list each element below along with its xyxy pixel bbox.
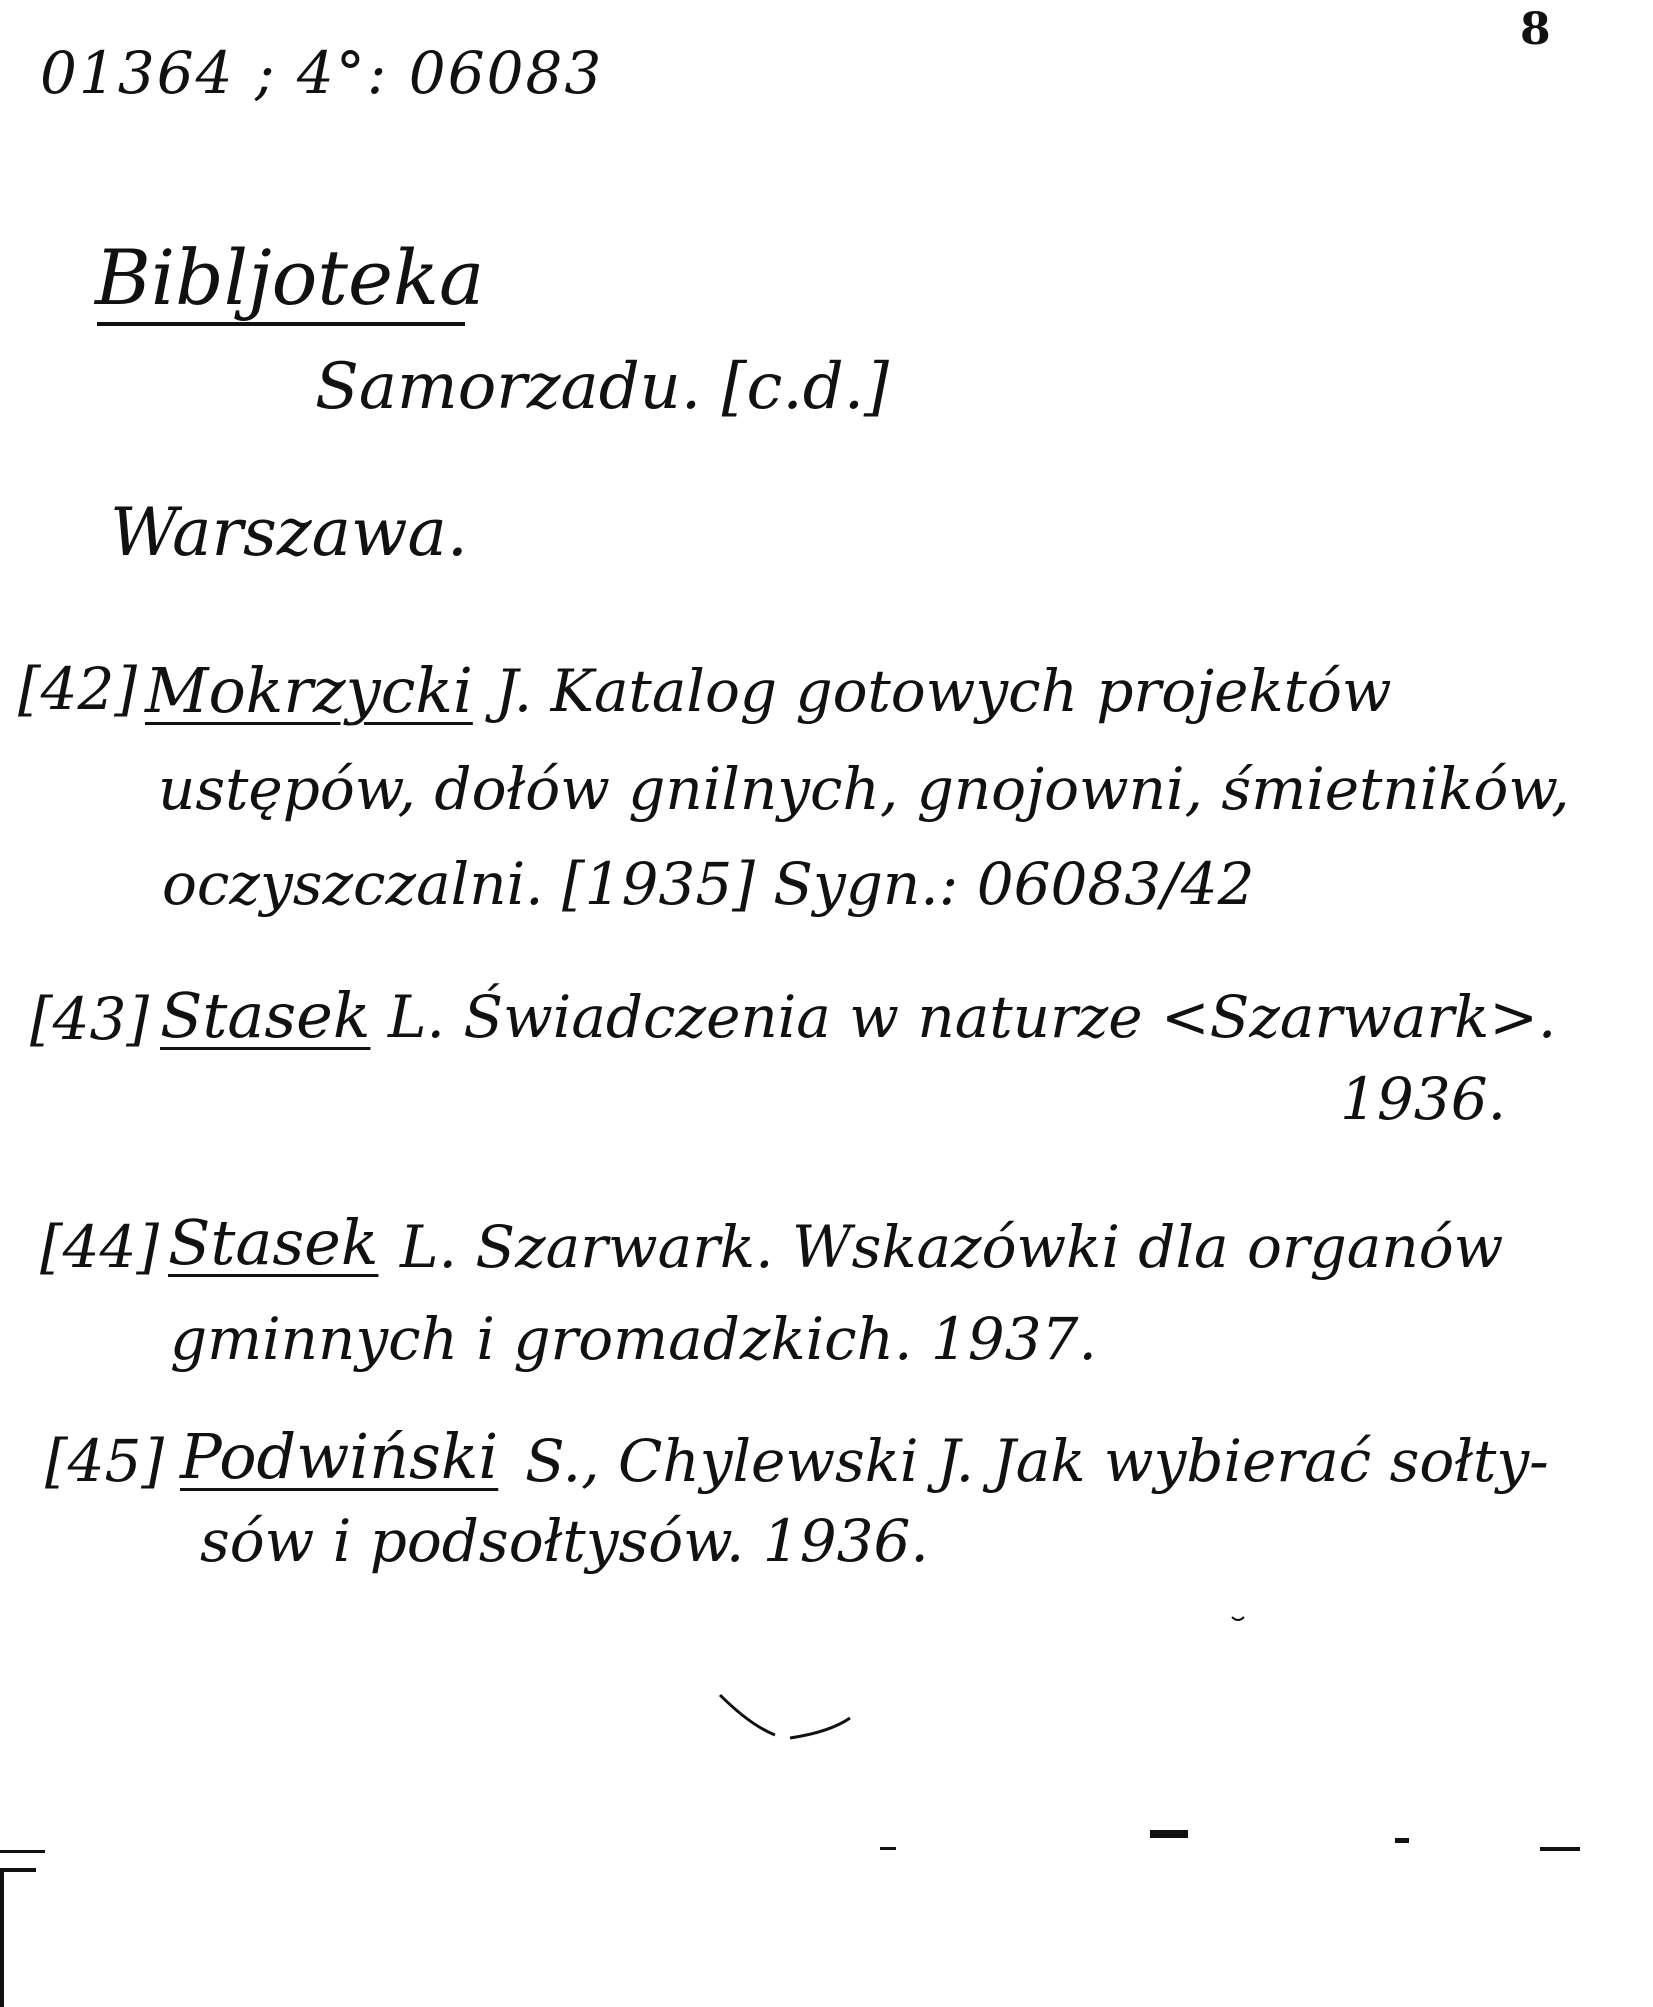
- entry-text-line: gminnych i gromadzkich. 1937.: [170, 1305, 1097, 1373]
- stray-mark: [1150, 1830, 1188, 1838]
- entry-author: Mokrzycki: [145, 654, 473, 727]
- stray-mark: [790, 1718, 850, 1738]
- entry-author: Stasek: [160, 979, 371, 1052]
- card-edge: [0, 1868, 36, 1872]
- entry-number: [44]: [40, 1213, 160, 1281]
- entry-text-line: ustępów, dołów gnilnych, gnojowni, śmietników,: [158, 755, 1570, 823]
- stray-mark: [1232, 1617, 1244, 1620]
- card-edge: [0, 1850, 45, 1853]
- card-subheading: Samorzadu. [c.d.]: [315, 350, 889, 424]
- entry-text-line: 1936.: [1340, 1065, 1507, 1133]
- call-number: 01364 ; 4°: 06083: [40, 39, 604, 107]
- place-of-publication: Warszawa.: [110, 494, 468, 571]
- card-edge: [0, 1868, 4, 2007]
- card-heading: Bibljoteka: [95, 233, 485, 322]
- entry-text-line: L. Szarwark. Wskazówki dla organów: [400, 1213, 1504, 1281]
- entry-text-line: oczyszczalni. [1935] Sygn.: 06083/42: [162, 850, 1255, 918]
- stray-mark: [1395, 1838, 1409, 1843]
- stray-mark: [720, 1695, 775, 1735]
- entry-text-line: sów i podsołtysów. 1936.: [200, 1507, 929, 1575]
- stray-mark: [1540, 1847, 1580, 1851]
- entry-text-line: S., Chylewski J. Jak wybierać sołty-: [525, 1427, 1549, 1495]
- entry-author: Podwiński: [180, 1420, 499, 1493]
- page-number: 8: [1520, 4, 1551, 55]
- entry-text-line: J. Katalog gotowych projektów: [495, 657, 1392, 725]
- entry-number: [45]: [45, 1427, 165, 1495]
- entry-text-line: L. Świadczenia w naturze <Szarwark>.: [388, 983, 1557, 1051]
- entry-number: [42]: [18, 655, 138, 723]
- entry-number: [43]: [30, 985, 150, 1053]
- stray-mark: [880, 1847, 896, 1850]
- entry-author: Stasek: [168, 1206, 379, 1279]
